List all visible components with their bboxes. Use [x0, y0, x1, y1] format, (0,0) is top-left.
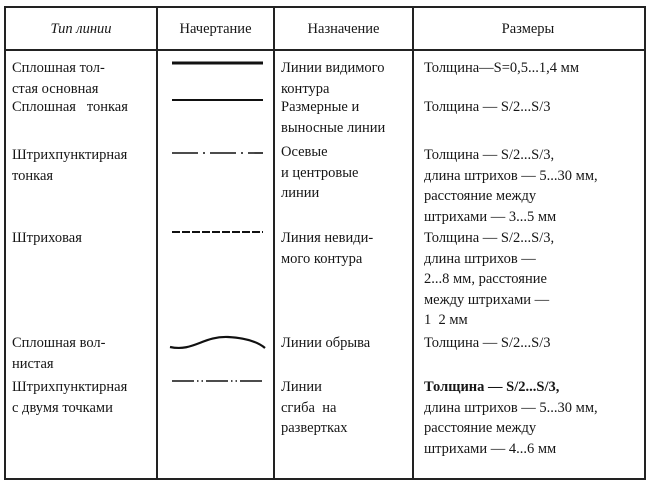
wavy-line-sample [168, 334, 268, 354]
solid-thin-line-sample [170, 97, 265, 105]
header-style: Начертание [179, 21, 252, 37]
table-row-5-size: Толщина — S/2...S/3 [424, 335, 551, 351]
table-row-1-size: Толщина—S=0,5...1,4 мм [424, 60, 580, 76]
table-row-1-purpose: Линии видимого контура [281, 60, 385, 97]
header-divider [4, 49, 644, 51]
column-divider [412, 6, 414, 478]
header-purpose: Назначение [307, 21, 380, 37]
table-row-4-size: Толщина — S/2...S/3, длина штрихов — 2...8 мм, расстояние между штрихами — 1 2 мм [424, 230, 555, 328]
table-row-5-purpose: Линии обрыва [281, 335, 371, 351]
table-row-6-size: Толщина — S/2...S/3, длина штрихов — 5...30 мм, расстояние между штрихами — 4...6 мм [424, 379, 598, 457]
column-divider [273, 6, 275, 478]
table-row-3-purpose: Осевые и центровые линии [281, 144, 359, 201]
table-row-1-type: Сплошная тол- стая основная [12, 60, 105, 97]
dashed-line-sample [170, 229, 265, 237]
table-row-3-size: Толщина — S/2...S/3, длина штрихов — 5...30 мм, расстояние между штрихами — 3...5 мм [424, 147, 598, 225]
table-row-2-purpose: Размерные и выносные линии [281, 99, 386, 136]
header-sizes: Размеры [501, 21, 555, 37]
table-row-4-type: Штриховая [12, 230, 82, 246]
table-row-2-size: Толщина — S/2...S/3 [424, 99, 551, 115]
table-row-3-type: Штрихпунктирная тонкая [12, 147, 128, 184]
header-line-type: Тип линии [50, 21, 112, 37]
table-row-6-type: Штрихпунктирная с двумя точками [12, 379, 128, 416]
table-row-4-purpose: Линия невиди- мого контура [281, 230, 374, 267]
table-row-2-type: Сплошная тонкая [12, 99, 128, 115]
solid-thick-line-sample [170, 60, 265, 68]
dash-dot-line-sample [170, 150, 265, 158]
table-row-6-purpose: Линии сгиба на развертках [281, 379, 348, 436]
table-row-5-type: Сплошная вол- нистая [12, 335, 106, 372]
column-divider [156, 6, 158, 478]
dash-double-dot-line-sample [170, 378, 265, 386]
